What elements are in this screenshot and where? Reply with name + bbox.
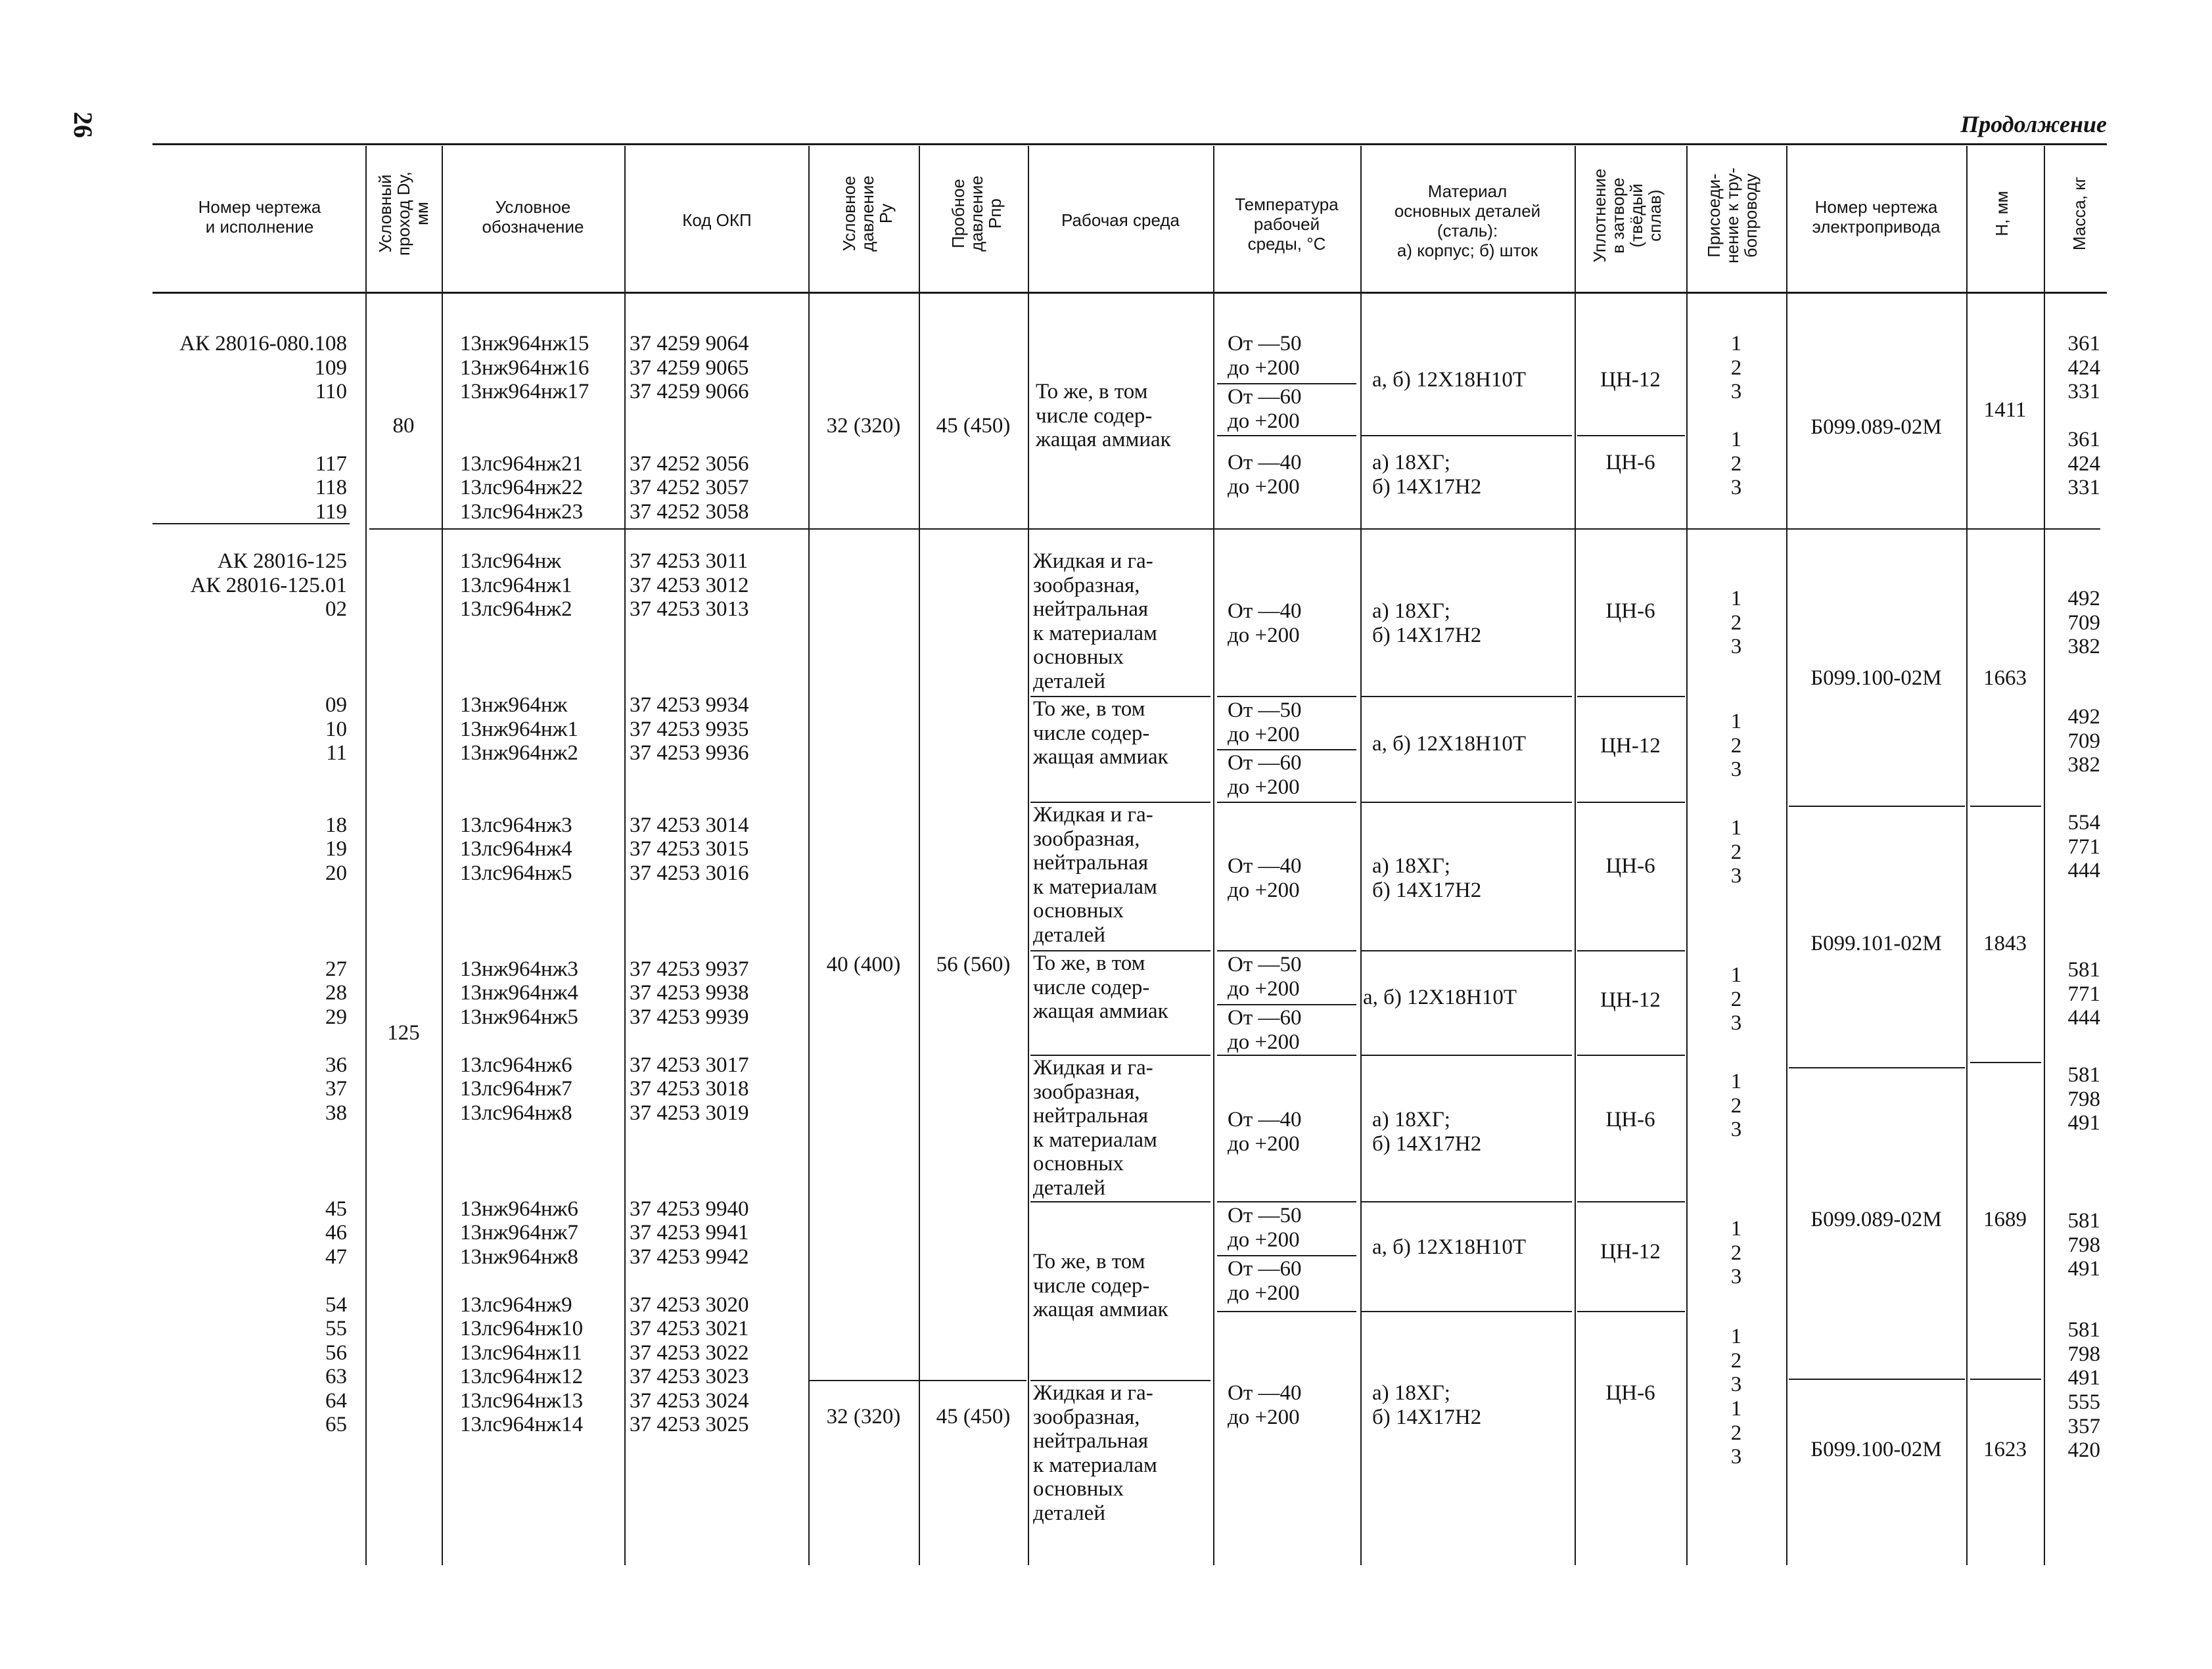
mass-1: 492 709 382 <box>2067 587 2100 658</box>
page-number: 26 <box>68 112 98 138</box>
section1-seal-b: ЦН-6 <box>1605 451 1655 474</box>
divider <box>1577 950 1685 951</box>
section1-temp-b: От —60 до +200 <box>1228 385 1302 433</box>
divider <box>1789 1067 1965 1068</box>
h-4: 1623 <box>1983 1438 2027 1461</box>
medium-ammonia-2: То же, в том числе содер- жащая аммиак <box>1033 951 1168 1023</box>
divider <box>1789 1379 1965 1380</box>
section1-mass: 361 424 331 361 424 331 <box>2067 332 2100 499</box>
connect-6: 1 2 3 <box>1730 1217 1742 1289</box>
table-top-rule <box>152 143 2107 145</box>
header-material: Материал основных деталей (сталь): а) корпус; б) шток <box>1394 181 1541 260</box>
medium-ammonia-3: То же, в том числе содер- жащая аммиак <box>1033 1250 1168 1321</box>
divider <box>1970 1379 2041 1380</box>
section1-connect: 1 2 3 1 2 3 <box>1730 332 1742 499</box>
header-drive: Номер чертежа электропривода <box>1812 197 1941 237</box>
divider <box>1217 1055 1356 1056</box>
header-h: H, мм <box>1992 191 2012 237</box>
material-7: а) 18ХГ; б) 14Х17Н2 <box>1372 1381 1482 1429</box>
section1-okp: 37 4259 9064 37 4259 9065 37 4259 9066 37 4252 3056 37 4252 3057 37 4252 3058 <box>630 332 749 524</box>
divider <box>1577 1311 1685 1312</box>
col-divider <box>365 146 367 1565</box>
section1-dn: 80 <box>392 414 415 438</box>
divider <box>1362 1201 1572 1202</box>
mass-6: 581 798 491 <box>2067 1209 2100 1281</box>
header-mass: Масса, кг <box>2069 176 2089 251</box>
divider <box>1577 696 1685 697</box>
temp-4b: От —60 до +200 <box>1228 1006 1302 1054</box>
header-pn: Условное давление Pу <box>839 175 896 252</box>
medium-liquid-3: Жидкая и га- зообразная, нейтральная к материалам основных деталей <box>1033 1056 1157 1200</box>
col-divider <box>1786 146 1787 1565</box>
connect-5: 1 2 3 <box>1730 1070 1742 1141</box>
mass-5: 581 798 491 <box>2067 1063 2100 1135</box>
material-3: а) 18ХГ; б) 14Х17Н2 <box>1372 854 1482 902</box>
header-ppr: Пробное давление Pпр <box>948 175 1005 252</box>
col-divider <box>919 146 920 1565</box>
divider <box>1217 802 1356 803</box>
divider <box>1217 435 1356 436</box>
temp-5: От —40 до +200 <box>1228 1108 1302 1156</box>
section1-mat-a: а, б) 12Х18Н10Т <box>1372 368 1526 392</box>
divider <box>1217 950 1356 951</box>
mass-2: 492 709 382 <box>2067 705 2100 777</box>
divider <box>1362 1311 1572 1312</box>
divider <box>1030 1201 1210 1202</box>
continuation-label: Продолжение <box>1960 111 2107 137</box>
drive-4: Б099.100-02М <box>1810 1438 1942 1461</box>
connect-4: 1 2 3 <box>1730 963 1742 1035</box>
section1-drawing: АК 28016-080.108 109 110 117 118 119 <box>179 332 347 524</box>
section1-pn: 32 (320) <box>826 414 901 438</box>
col-divider <box>624 146 626 1565</box>
divider <box>1362 950 1572 951</box>
col-divider <box>442 146 443 1565</box>
temp-2a: От —50 до +200 <box>1228 698 1302 746</box>
section2-drawing: АК 28016-125 АК 28016-125.01 02 09 10 11 18 19 20 27 28 29 36 37 38 45 46 47 54 55 56 63 64 65 <box>190 549 347 1436</box>
section1-medium: То же, в том числе содер- жащая аммиак <box>1036 380 1171 451</box>
temp-3: От —40 до +200 <box>1228 854 1302 902</box>
connect-2: 1 2 3 <box>1730 710 1742 781</box>
connect-8: 1 2 3 <box>1730 1397 1742 1469</box>
divider <box>1217 696 1356 697</box>
divider <box>1217 1311 1356 1312</box>
temp-7: От —40 до +200 <box>1228 1381 1302 1429</box>
section1-temp-c: От —40 до +200 <box>1228 451 1302 499</box>
header-designation: Условное обозначение <box>482 197 584 237</box>
medium-liquid-4: Жидкая и га- зообразная, нейтральная к материалам основных деталей <box>1033 1381 1157 1525</box>
section-separator <box>369 528 2100 530</box>
drive-2: Б099.101-02М <box>1810 932 1942 955</box>
divider <box>1577 1201 1685 1202</box>
connect-7: 1 2 3 <box>1730 1325 1742 1396</box>
header-temp: Температура рабочей среды, °С <box>1235 194 1339 254</box>
connect-1: 1 2 3 <box>1730 587 1742 658</box>
material-4: а, б) 12Х18Н10Т <box>1363 986 1517 1009</box>
divider <box>1577 435 1685 436</box>
col-divider <box>1360 146 1362 1565</box>
col-divider <box>808 146 810 1565</box>
divider <box>1362 1055 1572 1056</box>
header-okp: Код ОКП <box>682 210 752 230</box>
section2-pn-b: 32 (320) <box>826 1405 901 1429</box>
mass-8: 555 357 420 <box>2067 1390 2100 1462</box>
divider <box>1217 1255 1356 1256</box>
section2-ppr-b: 45 (450) <box>936 1405 1011 1429</box>
h-2: 1843 <box>1983 932 2027 955</box>
section2-okp: 37 4253 3011 37 4253 3012 37 4253 3013 37 4253 9934 37 4253 9935 37 4253 9936 37 4253 3014 37 4253 3015 37 4253 3016 37 4253 9937 37 4253 9938 37 4253 9939 37 4253 3017 37 4253 3018 37 4253 3019 37 4253 9940 37 4253 9941 37 4253 9942 37 4253 3020 37 4253 3021 37 4253 3022 37 4253 3023 37 4253 3024 37 4253 3025 <box>630 549 749 1436</box>
mass-3: 554 771 444 <box>2067 811 2100 882</box>
divider <box>1217 1201 1356 1202</box>
seal-5: ЦН-6 <box>1605 1108 1655 1132</box>
divider <box>1362 696 1572 697</box>
header-dn: Условный проход Dу, мм <box>375 171 432 256</box>
temp-2b: От —60 до +200 <box>1228 751 1302 799</box>
medium-liquid-2: Жидкая и га- зообразная, нейтральная к материалам основных деталей <box>1033 803 1157 947</box>
divider <box>1789 806 1965 807</box>
material-6: а, б) 12Х18Н10Т <box>1372 1235 1526 1259</box>
divider <box>1970 806 2041 807</box>
section2-dn: 125 <box>387 1021 420 1045</box>
divider <box>1362 435 1572 436</box>
drive-1: Б099.100-02М <box>1810 666 1942 690</box>
seal-7: ЦН-6 <box>1605 1381 1655 1405</box>
section1-h: 1411 <box>1983 398 2027 422</box>
mass-7: 581 798 491 <box>2067 1318 2100 1390</box>
section1-ppr: 45 (450) <box>936 414 1011 438</box>
section1-seal-a: ЦН-12 <box>1600 368 1661 392</box>
header-medium: Рабочая среда <box>1061 210 1180 230</box>
seal-3: ЦН-6 <box>1605 854 1655 878</box>
divider <box>1217 1004 1356 1005</box>
section1-drive: Б099.089-02М <box>1810 415 1942 439</box>
h-3: 1689 <box>1983 1208 2027 1231</box>
divider <box>1362 802 1572 803</box>
divider <box>1577 1055 1685 1056</box>
material-5: а) 18ХГ; б) 14Х17Н2 <box>1372 1108 1482 1156</box>
section-separator <box>152 523 350 524</box>
medium-liquid-1: Жидкая и га- зообразная, нейтральная к материалам основных деталей <box>1033 549 1157 693</box>
drive-3: Б099.089-02М <box>1810 1208 1942 1231</box>
header-bottom-rule <box>152 292 2107 294</box>
section2-ppr-a: 56 (560) <box>936 953 1011 976</box>
material-1: а) 18ХГ; б) 14Х17Н2 <box>1372 599 1482 647</box>
header-connect: Присоеди- нение к тру- бопроводу <box>1704 168 1761 263</box>
divider <box>1217 749 1356 750</box>
header-seal: Уплотнение в затворе (твёдый сплав) <box>1590 168 1665 263</box>
temp-6b: От —60 до +200 <box>1228 1257 1302 1305</box>
section2-designation: 13лс964нж 13лс964нж1 13лс964нж2 13нж964нж 13нж964нж1 13нж964нж2 13лс964нж3 13лс964нж4 13лс964нж5 13нж964нж3 13нж964нж4 13нж964нж5 13лс964нж6 13лс964нж7 13лс964нж8 13нж964нж6 13нж964нж7 13нж964нж8 13лс964нж9 13лс964нж10 13лс964нж11 13лс964нж12 13лс964нж13 13лс964нж14 <box>460 549 584 1436</box>
section1-mat-b: а) 18ХГ; б) 14Х17Н2 <box>1372 451 1482 499</box>
col-divider <box>1966 146 1968 1565</box>
mass-4: 581 771 444 <box>2067 958 2100 1030</box>
col-divider <box>1028 146 1029 1565</box>
medium-ammonia-1: То же, в том числе содер- жащая аммиак <box>1033 697 1168 769</box>
section1-temp-a: От —50 до +200 <box>1228 332 1302 380</box>
divider <box>1217 383 1356 384</box>
material-2: а, б) 12Х18Н10Т <box>1372 732 1526 756</box>
seal-2: ЦН-12 <box>1600 734 1661 758</box>
seal-6: ЦН-12 <box>1600 1240 1661 1264</box>
header-drawing: Номер чертежа и исполнение <box>198 197 321 237</box>
section1-designation: 13нж964нж15 13нж964нж16 13нж964нж17 13лс964нж21 13лс964нж22 13лс964нж23 <box>460 332 589 524</box>
h-1: 1663 <box>1983 666 2027 690</box>
temp-1: От —40 до +200 <box>1228 599 1302 647</box>
connect-3: 1 2 3 <box>1730 816 1742 888</box>
divider <box>1577 802 1685 803</box>
seal-1: ЦН-6 <box>1605 599 1655 623</box>
divider <box>1970 1062 2041 1063</box>
divider <box>810 1380 1026 1381</box>
seal-4: ЦН-12 <box>1600 988 1661 1012</box>
section2-pn-a: 40 (400) <box>826 953 901 976</box>
temp-6a: От —50 до +200 <box>1228 1204 1302 1252</box>
temp-4a: От —50 до +200 <box>1228 953 1302 1001</box>
col-divider <box>1213 146 1214 1565</box>
